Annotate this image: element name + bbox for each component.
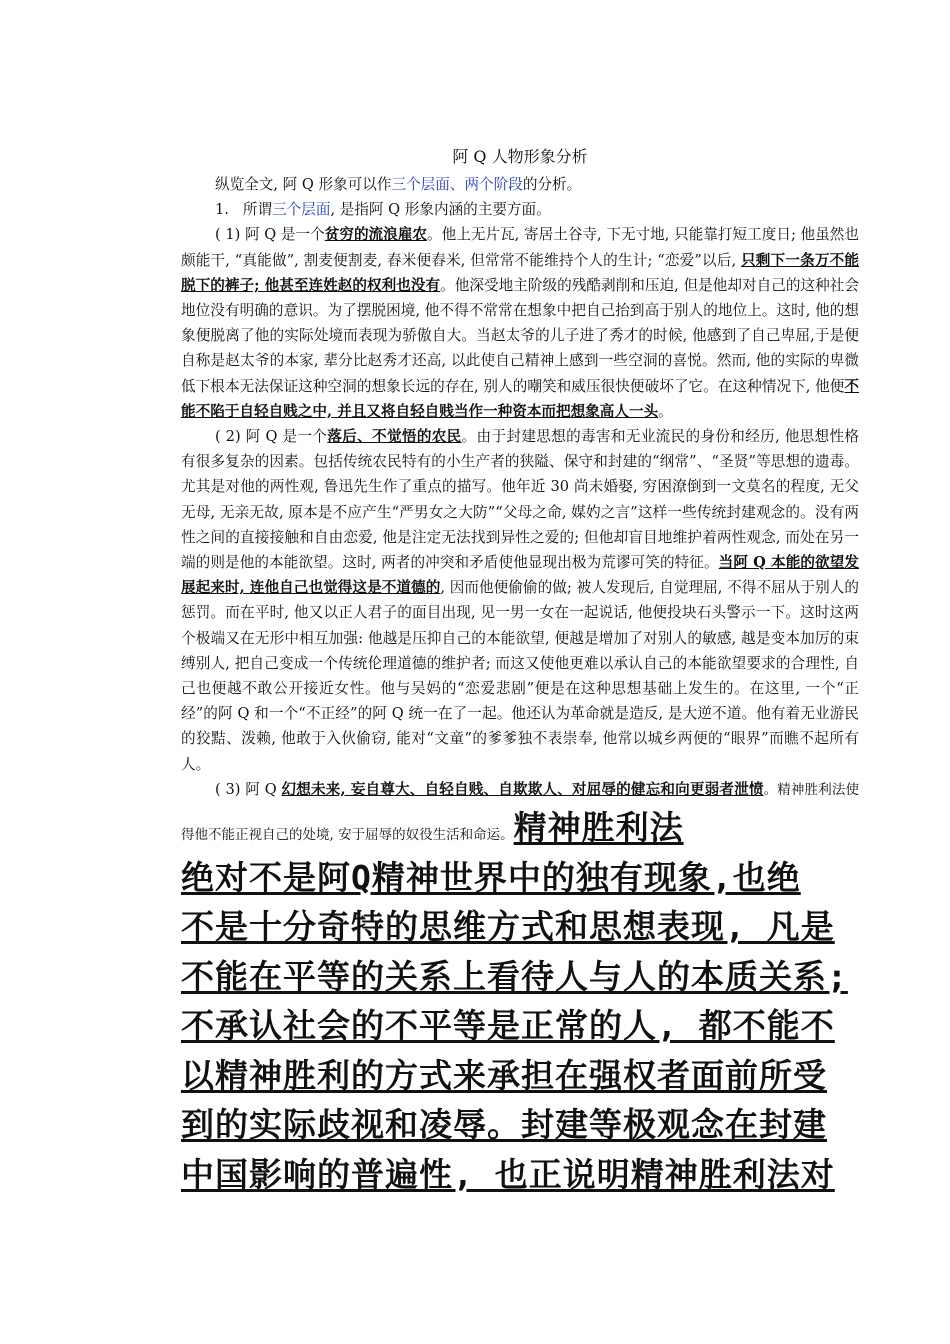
large-text-line: 不能在平等的关系上看待人与人的本质关系;: [181, 956, 848, 996]
intro-paragraph: [181, 172, 859, 197]
section-2-text-2: , 因而他便偷偷的做; 被人发现后, 自觉理屈, 不得不屈从于别人的惩罚。而在平时, 他又以正人君子的面目出现, 见一男一女在一起说话, 他便投块石头警示一下。这时这两个极端又在无形中相互加强: 他越是压抑自己的本能欲望, 便越是增加了对别人的敏感, 越是变本加厉的束缚别人, 把自己变成一个传统伦理道德的维护者; 而这又使他更难以承认自己的本能欲望要求的合理性, 自己也便越不敢公开接近女性。他与吴妈的“恋爱悲剧”便是在这种思想基础上发生的。在这里, 一个“正经”的阿 Q 和一个“不正经”的阿 Q 统一在了一起。他还认为革命就是造反, 是大逆不道。他有着无业游民的狡黠、泼赖, 他敢于入伙偷窃, 能对“文童”的爹爹独不表崇奉, 他常以城乡两便的“眼界”而瞧不起所有人。: [181, 579, 859, 773]
section-2-text: 。由于封建思想的毒害和无业流民的身份和经历, 他思想性格有很多复杂的因素。包括传统农民特有的小生产者的狭隘、保守和封建的“纲常”、“圣贤”等思想的遗毒。尤其是对他的两性观, 鲁迅先生作了重点的描写。他年近 30 尚未婚娶, 穷困潦倒到一文莫名的程度, 无父无母, 无亲无故, 原本是不应产生“严男女之大防”“父母之命, 媒妁之言”这样一些传统封建观念的。没有两性之间的直接接触和自由恋爱, 他是注定无法找到异性之爱的; 但他却盲目地维护着两性观念, 而处在另一端的则是他的本能欲望。这时, 两者的冲突和矛盾使他显现出极为荒谬可笑的特征。: [181, 428, 860, 572]
large-text-line: 以精神胜利的方式来承担在强权者面前所受: [181, 1055, 827, 1095]
intro-text: 纵览全文, 阿 Q 形象可以作: [215, 176, 392, 193]
section-1-paragraph: [181, 222, 859, 424]
point-1-number: 1.: [215, 201, 229, 219]
section-3-text: 。精神胜利法使得他不能正视自己的处境, 安于屈辱的奴役生活和命运。: [181, 781, 859, 844]
section-1-text-2: 。他深受地主阶级的残酷剥削和压迫, 但是他却对自己的这种社会地位没有明确的意识。为了摆脱困境, 他不得不常常在想象中把自己抬到高于别人的地位上。这时, 他的想象便脱离了他的实际处境而表现为骄傲自大。当赵太爷的儿子进了秀才的时候, 他感到了自己卑屈,于是便自称是赵太爷的本家, 辈分比赵秀才还高, 以此使自己精神上感到一些空洞的喜悦。然而, 他的实际的卑微低下根本无法保证这种空洞的想象长远的存在, 别人的嘲笑和威压很快便破坏了它。在这种情况下, 他便: [181, 276, 859, 395]
point-1-highlight: 三个层面: [272, 201, 331, 219]
section-2-paragraph: [181, 424, 859, 777]
section-1-text: 。他上无片瓦, 寄居土谷寺, 下无寸地, 只能靠打短工度日; 他虽然也颇能干, “真能做”, 割麦便割麦, 舂米便舂米, 但常常不能维持个人的生计; “恋爱”以后,: [181, 226, 859, 269]
document-body: [181, 144, 859, 1199]
section-3-paragraph: [181, 777, 859, 853]
point-1-text-end: , 是指阿 Q 形象内涵的主要方面。: [330, 201, 551, 219]
document-title: 阿 Q 人物形象分析: [452, 147, 588, 166]
section-1-keyphrase: 贫穷的流浪雇农: [324, 226, 428, 244]
section-3-lead: ( 3) 阿 Q: [215, 780, 282, 798]
section-2-keyphrase: 落后、不觉悟的农民: [327, 428, 462, 446]
intro-highlight: 三个层面、两个阶段: [391, 176, 523, 193]
section-3-keyphrase: 幻想未来, 妄自尊大、自轻自贱、自欺欺人、对屈辱的健忘和向更弱者泄愤: [281, 780, 764, 798]
section-2-lead: ( 2) 阿 Q 是一个: [215, 428, 328, 446]
large-text-block: [181, 853, 859, 1200]
section-3-large-inline: 精神胜利法: [513, 808, 684, 848]
large-text-line: 不承认社会的不平等是正常的人, 都不能不: [181, 1006, 835, 1046]
point-1-paragraph: [181, 197, 859, 222]
section-2-emphasis: 当阿 Q 本能的欲望发展起来时, 连他自己也觉得这是不道德的: [181, 554, 860, 597]
point-1-text: 所谓: [242, 201, 273, 219]
section-1-lead: ( 1) 阿 Q 是一个: [215, 226, 325, 244]
large-text-line: 中国影响的普遍性, 也正说明精神胜利法对: [181, 1154, 835, 1194]
intro-text-end: 的分析。: [522, 176, 582, 193]
large-text-line: 到的实际歧视和凌辱。封建等极观念在封建: [181, 1105, 827, 1145]
section-1-emphasis-1: 只剩下一条万不能脱下的裤子; 他甚至连姓赵的权利也没有: [181, 251, 859, 294]
large-text-line: 绝对不是阿Q精神世界中的独有现象,也绝: [181, 857, 801, 897]
large-text-line: 不是十分奇特的思维方式和思想表现, 凡是: [181, 907, 835, 947]
section-1-emphasis-2: 不能不陷于自轻自贱之中, 并且又将自轻自贱当作一种资本而把想象高人一头: [181, 377, 859, 420]
section-1-end: 。: [658, 402, 673, 420]
